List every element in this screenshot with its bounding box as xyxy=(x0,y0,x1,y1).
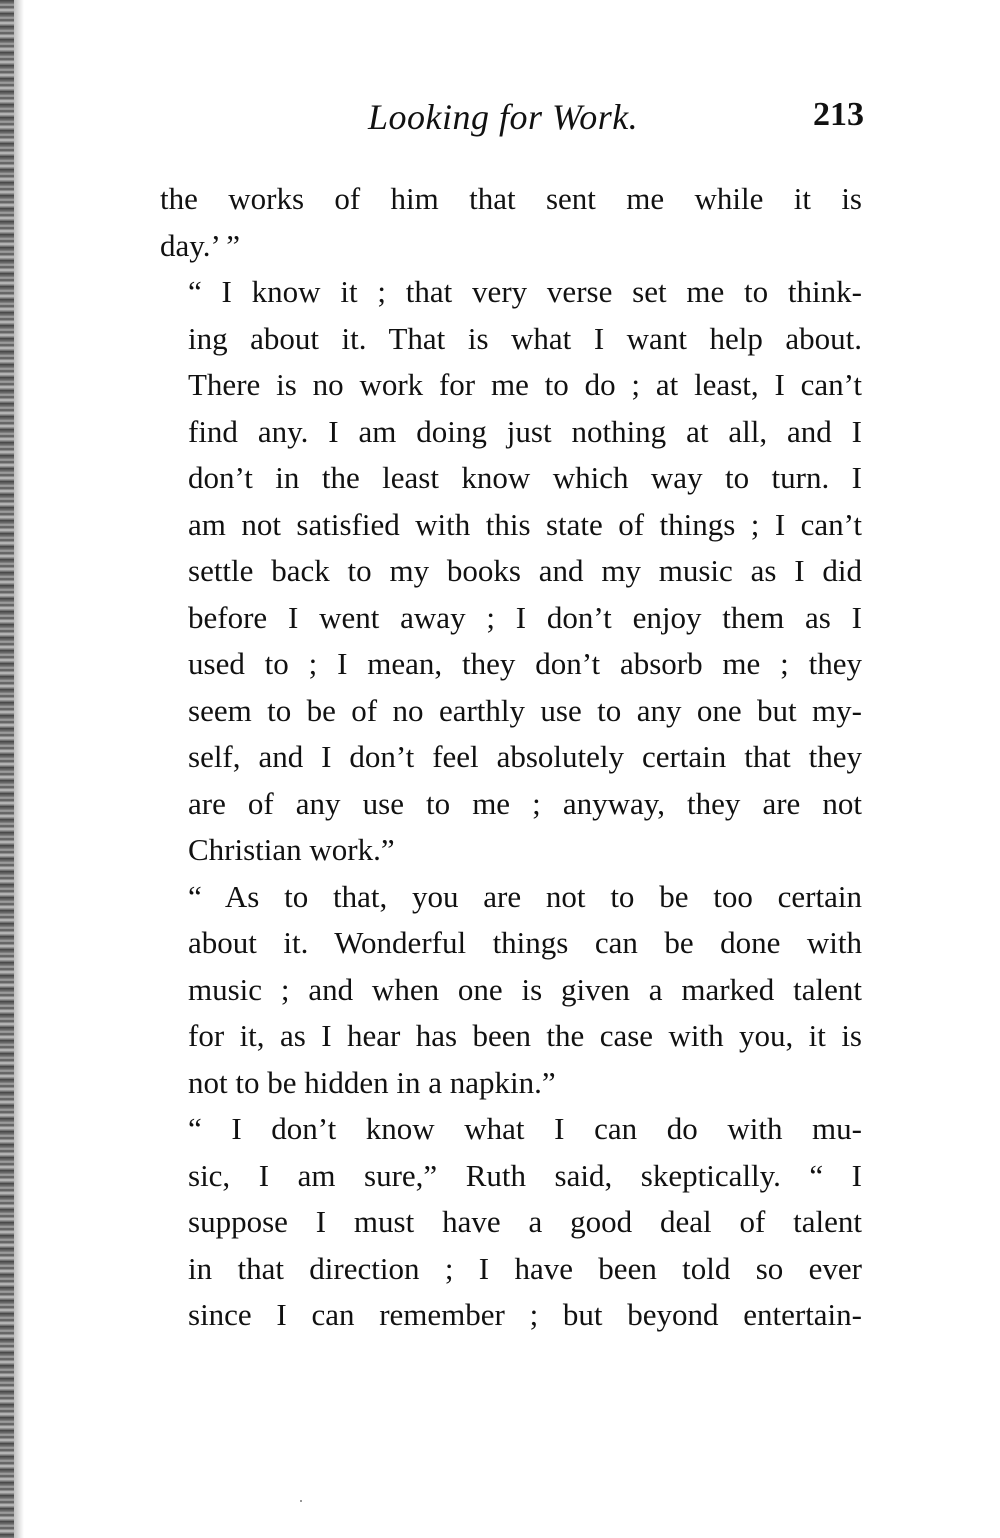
text-line: don’t in the least know which way to turn. I xyxy=(188,460,862,495)
text-line: find any. I am doing just nothing at all, and I xyxy=(188,413,862,449)
text-line: suppose I must have a good deal of talent xyxy=(188,1204,862,1239)
text-line: in that direction ; I have been told so ever xyxy=(188,1250,862,1286)
text-line: “ As to that, you are not to be too certain xyxy=(188,878,862,914)
text-line: before I went away ; I don’t enjoy them as I xyxy=(188,599,862,635)
text-line: settle back to my books and my music as I did xyxy=(188,553,862,588)
text-line: are of any use to me ; anyway, they are not xyxy=(188,785,862,821)
running-head-title: Looking for Work. xyxy=(368,97,639,137)
paragraph-4 xyxy=(160,1106,862,1339)
text-line: music ; and when one is given a marked talent xyxy=(188,971,862,1007)
paragraph-2 xyxy=(160,269,862,874)
paragraph-1 xyxy=(160,176,862,269)
text-line: for it, as I hear has been the case with you, it is xyxy=(188,1018,862,1053)
running-head xyxy=(160,96,864,144)
body-text xyxy=(160,176,862,1339)
text-line: used to ; I mean, they don’t absorb me ; they xyxy=(188,646,862,681)
paragraph-3 xyxy=(160,874,862,1107)
text-line: ing about it. That is what I want help about. xyxy=(188,320,862,356)
text-line: since I can remember ; but beyond entertain- xyxy=(188,1297,862,1332)
text-line: sic, I am sure,” Ruth said, skeptically. “ I xyxy=(188,1157,862,1193)
page-binding-edge xyxy=(0,0,14,1538)
text-line: the works of him that sent me while it is xyxy=(160,181,862,216)
text-line: self, and I don’t feel absolutely certain that they xyxy=(188,739,862,774)
page-binding-shadow xyxy=(14,0,24,1538)
text-line: There is no work for me to do ; at least, I can’t xyxy=(188,367,862,402)
text-line: am not satisfied with this state of things ; I can’t xyxy=(188,506,862,542)
text-line: day.’ ” xyxy=(160,227,241,263)
page-number: 213 xyxy=(813,96,864,133)
text-line: seem to be of no earthly use to any one but my- xyxy=(188,692,862,728)
text-line: “ I don’t know what I can do with mu- xyxy=(188,1111,862,1146)
text-line: about it. Wonderful things can be done with xyxy=(188,925,862,960)
text-line: “ I know it ; that very verse set me to think- xyxy=(188,274,862,309)
text-line: not to be hidden in a napkin.” xyxy=(188,1064,556,1100)
text-line: Christian work.” xyxy=(188,832,395,867)
paper-speck xyxy=(300,1500,302,1502)
